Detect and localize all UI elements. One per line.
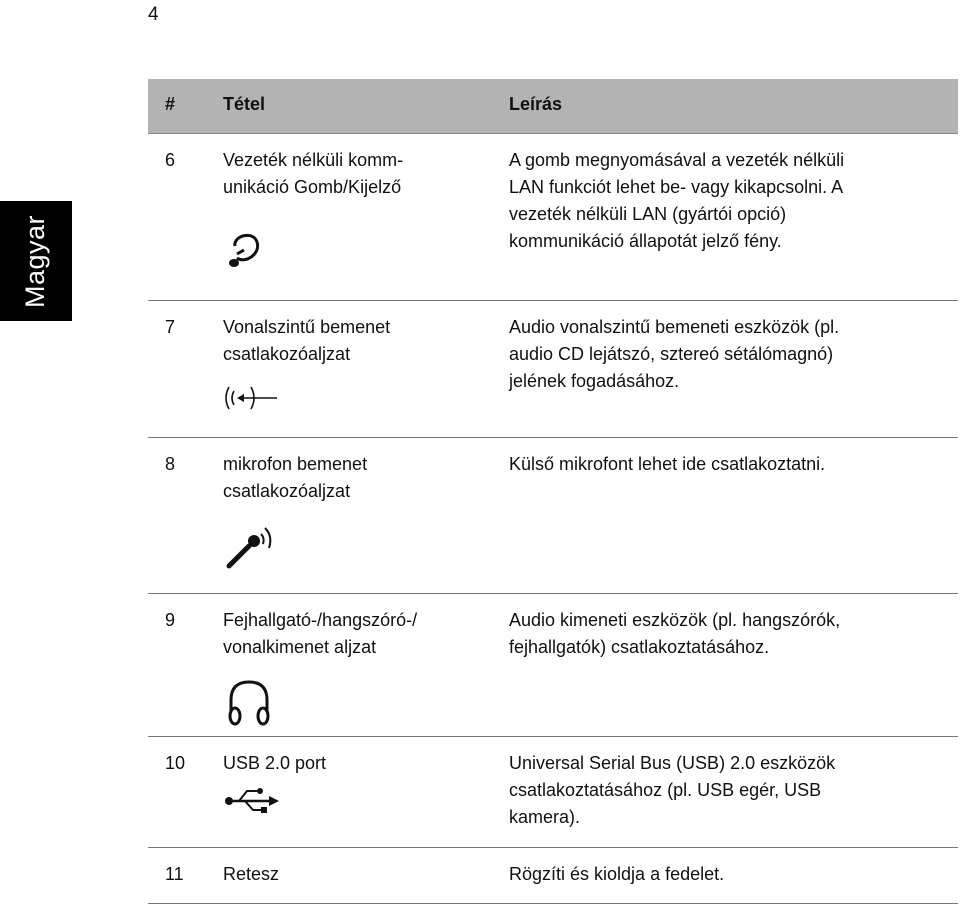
header-description: Leírás [509,94,563,114]
row-description [509,750,949,831]
description-line: LAN funkciót lehet be- vagy kikapcsolni. A [509,177,844,197]
headphones-icon [223,676,275,728]
row-number: 10 [165,753,186,773]
table-row [148,594,958,737]
header-item: Tétel [223,94,266,114]
item-line: csatlakozóaljzat [223,481,351,501]
row-number: 8 [165,454,176,474]
description-line: Rögzíti és kioldja a fedelet. [509,864,725,884]
row-description [509,861,949,888]
table-row [148,848,958,904]
table-row [148,134,958,301]
description-line: Külső mikrofont lehet ide csatlakoztatni. [509,454,826,474]
item-line: Fejhallgató-/hangszóró-/ [223,610,418,630]
row-number: 7 [165,317,176,337]
item-line: Retesz [223,864,280,884]
description-line: Audio vonalszintű bemeneti eszközök (pl. [509,317,840,337]
line-in-icon [223,383,279,413]
header-number: # [165,94,176,114]
description-line: fejhallgatók) csatlakoztatásához. [509,637,770,657]
language-side-tab [0,201,72,321]
item-line: mikrofon bemenet [223,454,368,474]
item-line: vonalkimenet aljzat [223,637,377,657]
description-line: csatlakoztatásához (pl. USB egér, USB [509,780,822,800]
row-number: 11 [165,864,184,884]
table-row [148,301,958,438]
row-item [223,861,493,888]
row-number: 6 [165,150,176,170]
description-line: A gomb megnyomásával a vezeték nélküli [509,150,845,170]
row-item [223,451,493,505]
microphone-icon [223,524,279,572]
table-header [148,79,958,134]
description-line: audio CD lejátszó, sztereó sétálómagnó) [509,344,834,364]
item-line: csatlakozóaljzat [223,344,351,364]
description-line: Audio kimeneti eszközök (pl. hangszórók, [509,610,841,630]
row-number: 9 [165,610,176,630]
page-number: 4 [148,4,159,25]
table-row [148,737,958,848]
description-line: kamera). [509,807,581,827]
row-description [509,607,949,661]
item-line: unikáció Gomb/Kijelző [223,177,402,197]
description-line: vezeték nélküli LAN (gyártói opció) [509,204,787,224]
row-description [509,314,949,395]
language-label: Magyar [20,214,51,308]
item-line: USB 2.0 port [223,753,327,773]
item-line: Vonalszintű bemenet [223,317,391,337]
row-description [509,147,949,255]
row-item [223,750,493,777]
ports-table [148,79,958,904]
description-line: Universal Serial Bus (USB) 2.0 eszközök [509,753,836,773]
usb-icon [223,785,281,815]
description-line: jelének fogadásához. [509,371,680,391]
row-description [509,451,949,478]
description-line: kommunikáció állapotát jelző fény. [509,231,782,251]
table-row [148,438,958,594]
item-line: Vezeték nélküli komm- [223,150,404,170]
row-item [223,314,493,368]
row-item [223,147,493,201]
row-item [223,607,493,661]
wireless-icon [223,228,265,270]
